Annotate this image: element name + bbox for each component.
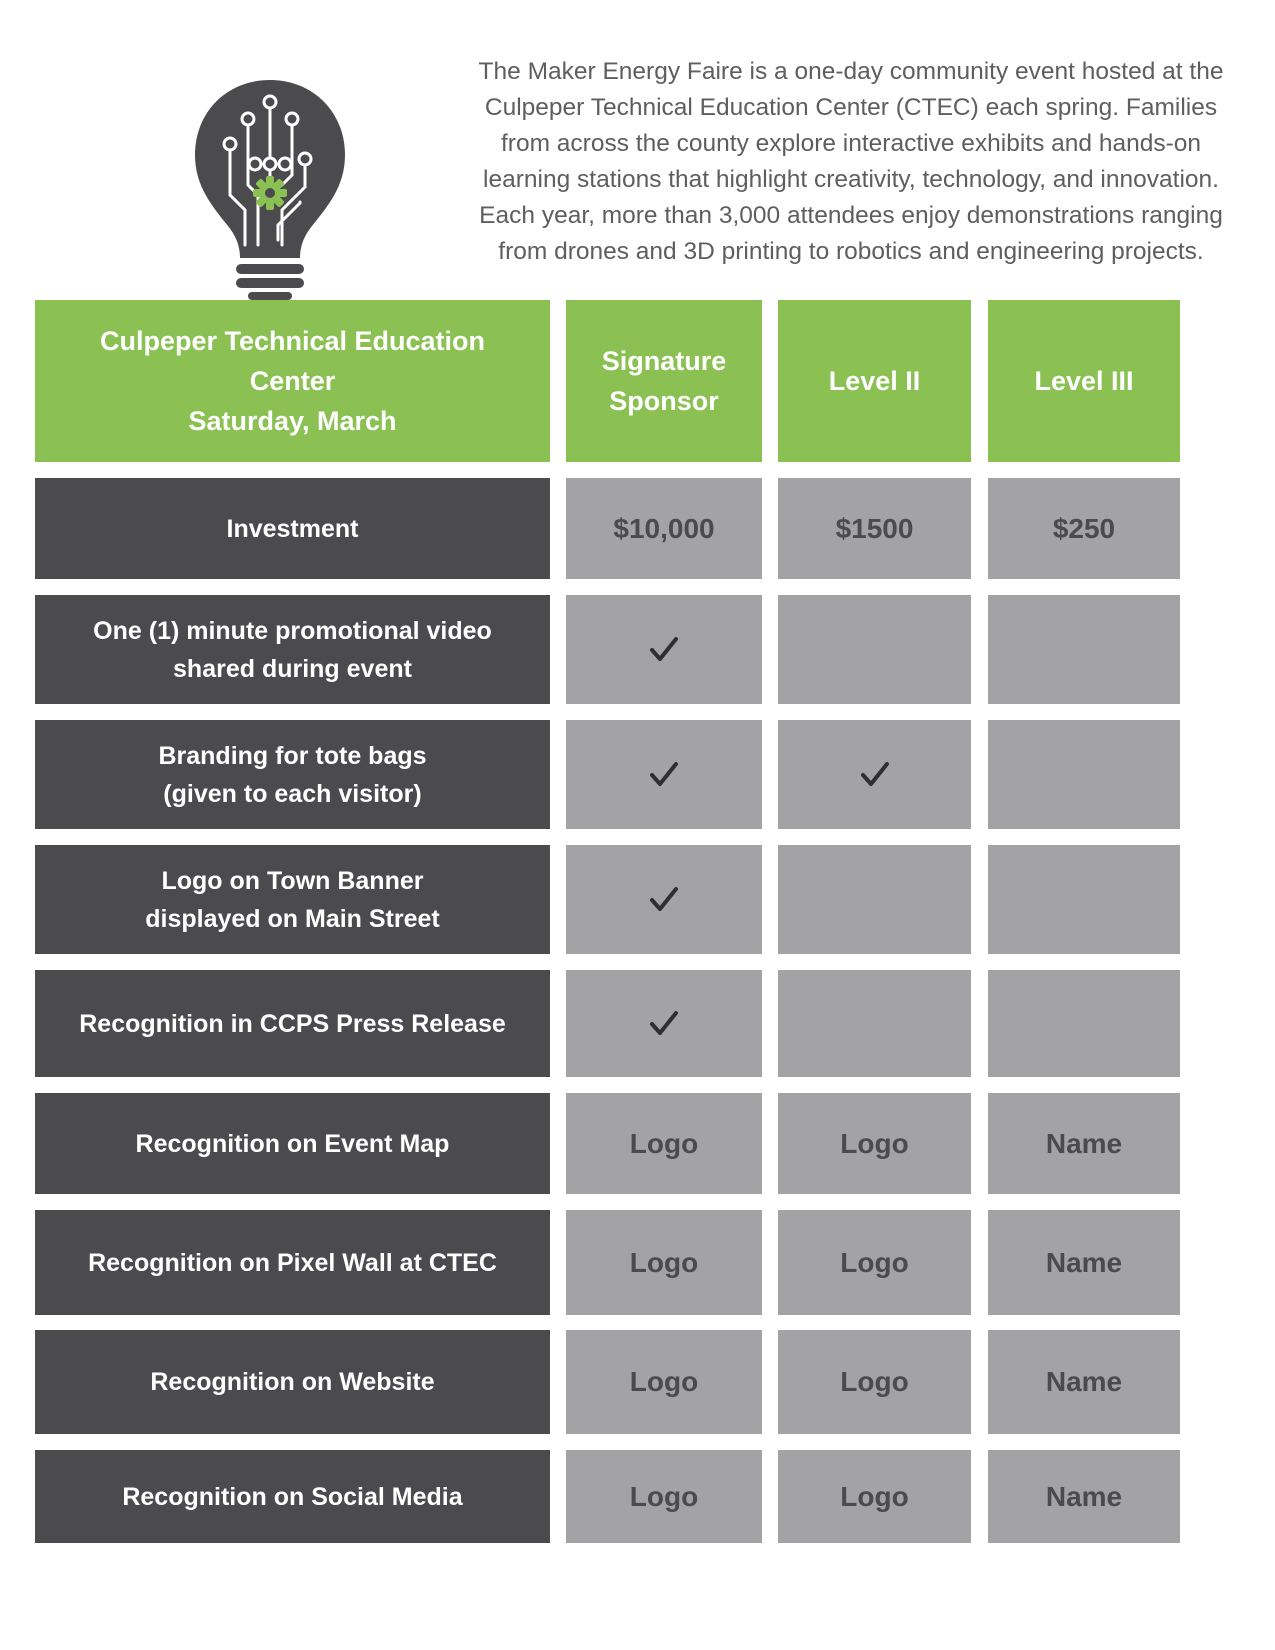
tier-value-cell xyxy=(988,1093,1180,1194)
checkmark-icon xyxy=(647,635,681,665)
tier-value-cell xyxy=(778,1210,971,1315)
tier-value: $1500 xyxy=(835,512,914,544)
tier-value-cell xyxy=(988,1450,1180,1543)
benefit-label: Recognition on Website xyxy=(150,1368,435,1396)
tier-value: Name xyxy=(1045,1366,1123,1397)
tier-value-cell xyxy=(988,970,1180,1077)
lightbulb-circuit-gear-icon xyxy=(190,60,350,300)
tier-value-cell xyxy=(988,1210,1180,1315)
tier-value: Name xyxy=(1045,1480,1123,1512)
tier-value-cell xyxy=(566,845,762,954)
tier-value: Logo xyxy=(629,1480,699,1512)
benefit-label-cell xyxy=(35,720,550,829)
tier-value: Logo xyxy=(629,1366,699,1397)
benefit-label-cell xyxy=(35,970,550,1077)
tier-value-cell xyxy=(988,1330,1180,1434)
tier-value-cell xyxy=(988,478,1180,579)
tier-value-cell xyxy=(778,845,971,954)
checkmark-icon xyxy=(647,760,681,790)
tier-value-cell xyxy=(778,1093,971,1194)
tier-value: $10,000 xyxy=(613,512,715,544)
event-header-text: Culpeper Technical Education Center Saturday, March xyxy=(99,326,486,436)
tier-header-text: Signature Sponsor xyxy=(601,346,727,416)
tier-value: $250 xyxy=(1052,512,1116,544)
tier-header-text: Level III xyxy=(1034,366,1134,396)
tier-value: Logo xyxy=(629,1127,699,1159)
benefit-label: One (1) minute promotional video shared during event xyxy=(93,616,492,683)
benefit-label: Recognition on Event Map xyxy=(135,1129,450,1158)
tier-value-cell xyxy=(778,478,971,579)
tier-value-cell xyxy=(778,595,971,704)
tier-header-cell xyxy=(566,300,762,462)
benefit-label-cell xyxy=(35,1093,550,1194)
tier-value-cell xyxy=(778,720,971,829)
benefit-label: Logo on Town Banner displayed on Main Street xyxy=(145,866,440,933)
benefit-label-cell xyxy=(35,1210,550,1315)
event-header-cell xyxy=(35,300,550,462)
tier-value-cell xyxy=(566,970,762,1077)
tier-value-cell xyxy=(778,1450,971,1543)
tier-value-cell xyxy=(988,595,1180,704)
tier-value: Logo xyxy=(840,1246,909,1278)
event-description: The Maker Energy Faire is a one-day community event hosted at the Culpeper Technical Education Center (CTEC) each spring. Families from across the county explore interactive exhibits and hands-on learning stations that highlight creativity, technology, and innovation. Each year, more than 3,000 attendees enjoy demonstrations ranging from drones and 3D printing to robotics and engineering projects. xyxy=(478,58,1224,265)
benefit-label: Recognition on Social Media xyxy=(122,1482,463,1511)
benefit-label-cell xyxy=(35,1330,550,1434)
tier-value: Name xyxy=(1045,1246,1123,1278)
checkmark-icon xyxy=(858,760,892,790)
benefit-label: Recognition in CCPS Press Release xyxy=(79,1009,506,1038)
checkmark-icon xyxy=(647,1009,681,1039)
benefit-label-cell xyxy=(35,478,550,579)
tier-value-cell xyxy=(778,1330,971,1434)
tier-header-cell xyxy=(778,300,971,462)
tier-value-cell xyxy=(778,970,971,1077)
checkmark-icon xyxy=(647,885,681,915)
benefit-label-cell xyxy=(35,1450,550,1543)
tier-value-cell xyxy=(988,720,1180,829)
tier-value-cell xyxy=(988,845,1180,954)
tier-value-cell xyxy=(566,595,762,704)
tier-header-text: Level II xyxy=(828,366,921,396)
tier-header-cell xyxy=(988,300,1180,462)
tier-value: Logo xyxy=(840,1127,909,1159)
tier-value: Logo xyxy=(840,1480,909,1512)
tier-value: Logo xyxy=(629,1246,699,1278)
benefit-label-cell xyxy=(35,845,550,954)
tier-value-cell xyxy=(566,1450,762,1543)
tier-value-cell xyxy=(566,478,762,579)
tier-value: Logo xyxy=(840,1366,909,1397)
benefit-label: Branding for tote bags (given to each visitor) xyxy=(158,741,427,808)
tier-value-cell xyxy=(566,1210,762,1315)
tier-value: Name xyxy=(1045,1127,1123,1159)
tier-value-cell xyxy=(566,1093,762,1194)
benefit-label: Investment xyxy=(226,514,359,543)
tier-value-cell xyxy=(566,1330,762,1434)
benefit-label-cell xyxy=(35,595,550,704)
tier-value-cell xyxy=(566,720,762,829)
benefit-label: Recognition on Pixel Wall at CTEC xyxy=(88,1248,497,1277)
